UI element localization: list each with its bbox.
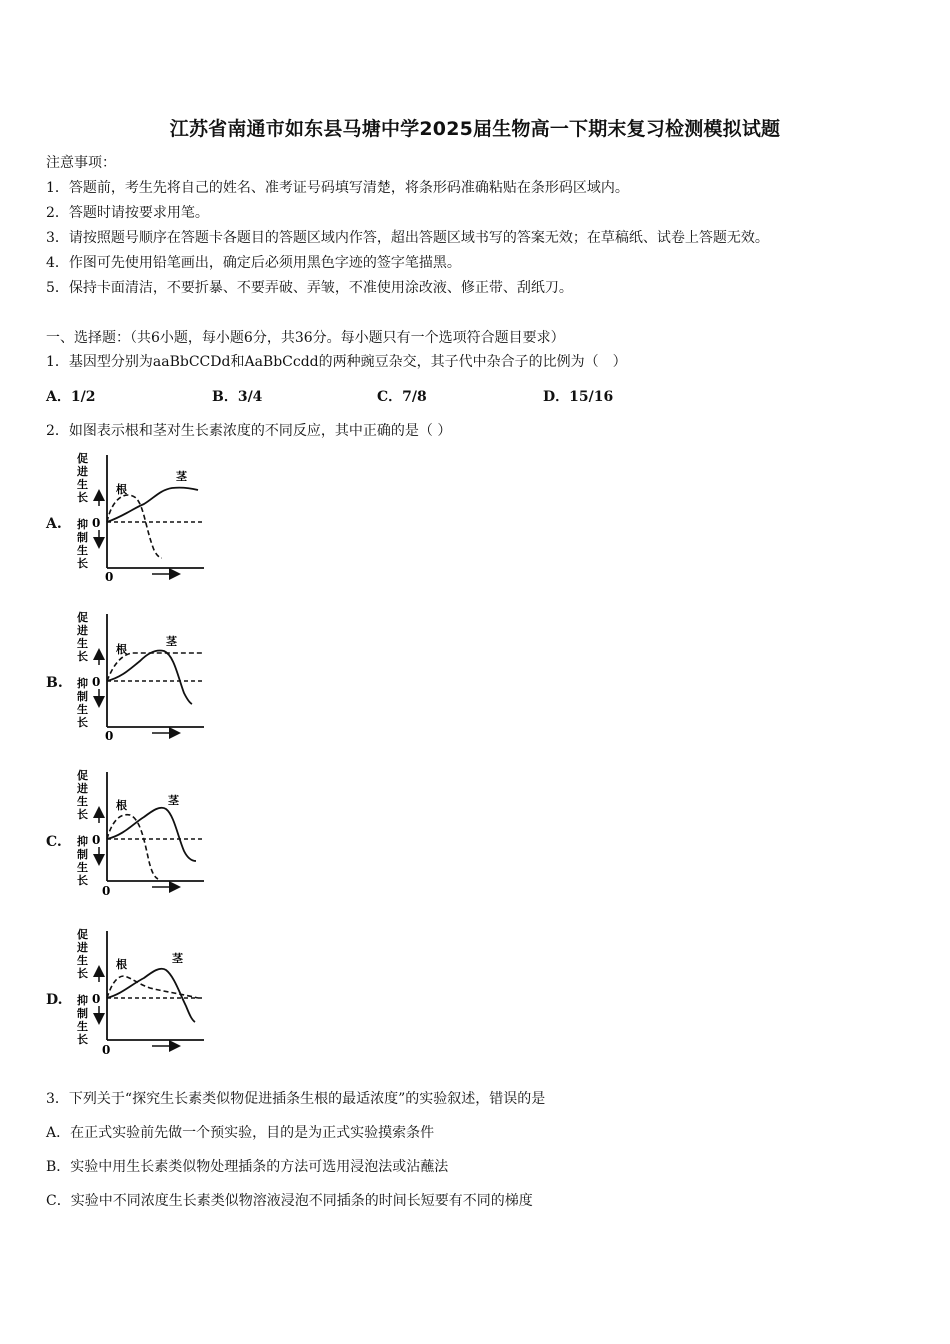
promote-char: 促	[77, 769, 88, 782]
inhibit-char: 长	[77, 1033, 88, 1046]
question-1-stem: 1．基因型分别为aaBbCCDd和AaBbCcdd的两种豌豆杂交，其子代中杂合子的比例为（ ）	[46, 354, 627, 370]
inhibit-char: 抑	[77, 994, 88, 1007]
stem-label: 茎	[172, 952, 183, 965]
promote-char: 进	[77, 782, 88, 795]
question-2-option-c[interactable]: C.	[46, 834, 62, 850]
promote-char: 促	[77, 452, 88, 465]
notice-item-1: 1．答题前，考生先将自己的姓名、准考证号码填写清楚，将条形码准确粘贴在条形码区域内。	[46, 180, 629, 196]
question-2-option-b[interactable]: B.	[46, 675, 63, 691]
inhibit-axis-label	[77, 676, 88, 729]
graph-b	[74, 609, 209, 741]
inhibit-axis-label	[77, 834, 88, 887]
promote-char: 长	[77, 808, 88, 821]
notice-item-4: 4．作图可先使用铅笔画出，确定后必须用黑色字迹的签字笔描黑。	[46, 255, 461, 271]
origin-label: 0	[102, 1043, 111, 1057]
graph-c	[74, 767, 209, 899]
stem-label: 茎	[176, 470, 187, 483]
question-3-stem: 3．下列关于“探究生长素类似物促进插条生根的最适浓度”的实验叙述，错误的是	[46, 1091, 546, 1107]
promote-char: 生	[77, 637, 88, 650]
inhibit-axis-label	[77, 517, 88, 570]
inhibit-char: 制	[77, 531, 88, 544]
root-label: 根	[116, 799, 127, 812]
root-curve	[107, 653, 204, 681]
inhibit-char: 生	[77, 544, 88, 557]
graph-d	[74, 926, 209, 1058]
promote-char: 生	[77, 954, 88, 967]
question-3-option-c[interactable]: C．实验中不同浓度生长素类似物溶液浸泡不同插条的时间长短要有不同的梯度	[46, 1193, 533, 1209]
question-1-option-d[interactable]: D．15/16	[543, 389, 614, 405]
notice-item-2: 2．答题时请按要求用笔。	[46, 205, 209, 221]
promote-axis-label	[76, 610, 88, 663]
promote-axis-label	[76, 451, 88, 504]
promote-char: 生	[77, 478, 88, 491]
zero-label: 0	[92, 992, 101, 1006]
promote-char: 促	[77, 928, 88, 941]
inhibit-char: 制	[77, 848, 88, 861]
promote-char: 促	[77, 611, 88, 624]
origin-label: 0	[105, 729, 114, 743]
promote-axis-label	[76, 927, 88, 980]
origin-label: 0	[102, 884, 111, 898]
question-1-option-a[interactable]: A．1/2	[46, 389, 96, 405]
inhibit-char: 生	[77, 1020, 88, 1033]
question-1-option-c[interactable]: C．7/8	[377, 389, 427, 405]
promote-axis-label	[76, 768, 88, 821]
promote-char: 生	[77, 795, 88, 808]
zero-label: 0	[92, 516, 101, 530]
notice-item-5: 5．保持卡面清洁，不要折暴、不要弄破、弄皱，不准使用涂改液、修正带、刮纸刀。	[46, 280, 573, 296]
root-curve	[107, 495, 162, 558]
notice-heading: 注意事项：	[46, 155, 116, 171]
section-heading: 一、选择题：（共6小题，每小题6分，共36分。每小题只有一个选项符合题目要求）	[46, 330, 565, 346]
root-label: 根	[116, 958, 127, 971]
inhibit-char: 长	[77, 557, 88, 570]
inhibit-char: 生	[77, 703, 88, 716]
question-2-option-a[interactable]: A.	[46, 516, 62, 532]
inhibit-char: 生	[77, 861, 88, 874]
origin-label: 0	[105, 570, 114, 584]
question-3-option-a[interactable]: A．在正式实验前先做一个预实验，目的是为正式实验摸索条件	[46, 1125, 435, 1141]
inhibit-axis-label	[77, 993, 88, 1046]
inhibit-char: 长	[77, 716, 88, 729]
question-2-option-d[interactable]: D.	[46, 992, 63, 1008]
promote-char: 进	[77, 465, 88, 478]
page-title: 江苏省南通市如东县马塘中学2025届生物高一下期末复习检测模拟试题	[169, 118, 781, 140]
promote-char: 进	[77, 624, 88, 637]
inhibit-char: 制	[77, 690, 88, 703]
promote-char: 长	[77, 650, 88, 663]
stem-label: 茎	[168, 794, 179, 807]
notice-item-3: 3．请按照题号顺序在答题卡各题目的答题区域内作答，超出答题区域书写的答案无效；在草稿纸、试卷上答题无效。	[46, 230, 769, 246]
question-3-option-b[interactable]: B．实验中用生长素类似物处理插条的方法可选用浸泡法或沾蘸法	[46, 1159, 449, 1175]
inhibit-char: 抑	[77, 518, 88, 531]
root-curve	[107, 976, 198, 998]
question-1-option-b[interactable]: B．3/4	[212, 389, 263, 405]
promote-char: 长	[77, 967, 88, 980]
zero-label: 0	[92, 833, 101, 847]
promote-char: 长	[77, 491, 88, 504]
inhibit-char: 长	[77, 874, 88, 887]
root-label: 根	[116, 483, 127, 496]
graph-a	[74, 450, 209, 582]
root-label: 根	[116, 643, 127, 656]
zero-label: 0	[92, 675, 101, 689]
inhibit-char: 制	[77, 1007, 88, 1020]
inhibit-char: 抑	[77, 835, 88, 848]
stem-label: 茎	[166, 635, 177, 648]
promote-char: 进	[77, 941, 88, 954]
inhibit-char: 抑	[77, 677, 88, 690]
question-2-stem: 2．如图表示根和茎对生长素浓度的不同反应，其中正确的是（ ）	[46, 423, 452, 439]
